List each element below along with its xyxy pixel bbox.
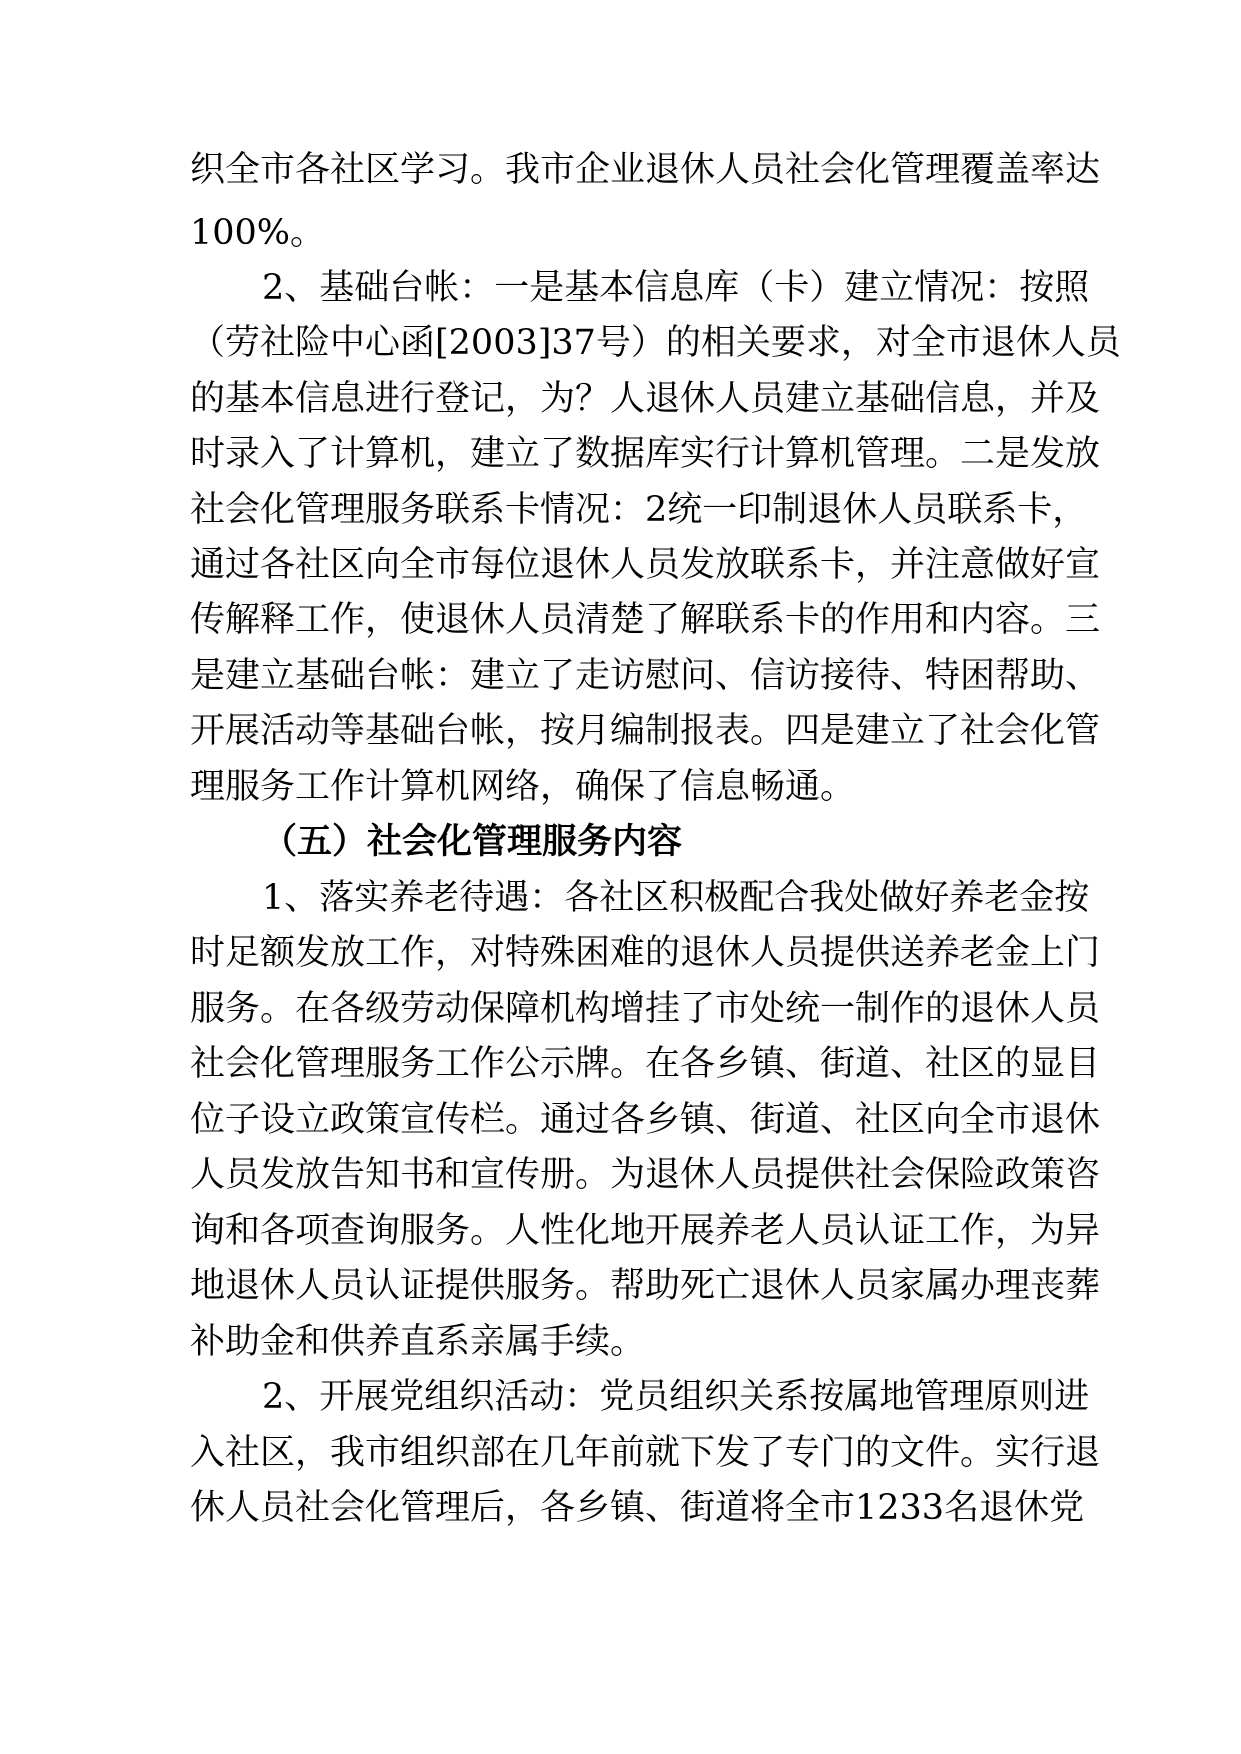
paragraph-line: 服务。在各级劳动保障机构增挂了市处统一制作的退休人员 xyxy=(190,989,1101,1029)
paragraph-line: 通过各社区向全市每位退休人员发放联系卡，并注意做好宣 xyxy=(190,545,1101,585)
paragraph-line: 时录入了计算机，建立了数据库实行计算机管理。二是发放 xyxy=(190,434,1101,474)
paragraph-line: 补助金和供养直系亲属手续。 xyxy=(190,1322,646,1362)
paragraph-line: 位子设立政策宣传栏。通过各乡镇、街道、社区向全市退休 xyxy=(190,1100,1101,1140)
paragraph-line: 社会化管理服务联系卡情况：2统一印制退休人员联系卡， xyxy=(190,490,1088,530)
paragraph-line: 入社区，我市组织部在几年前就下发了专门的文件。实行退 xyxy=(190,1433,1101,1473)
paragraph-line: 人员发放告知书和宣传册。为退休人员提供社会保险政策咨 xyxy=(190,1155,1101,1195)
paragraph-line: 2、开展党组织活动：党员组织关系按属地管理原则进 xyxy=(262,1377,1090,1417)
paragraph-line: 时足额发放工作，对特殊困难的退休人员提供送养老金上门 xyxy=(190,933,1101,973)
paragraph-line: 2、基础台帐：一是基本信息库（卡）建立情况：按照 xyxy=(262,268,1090,308)
paragraph-line: 100%。 xyxy=(190,213,326,253)
paragraph-line: 休人员社会化管理后，各乡镇、街道将全市1233名退休党 xyxy=(190,1488,1085,1528)
section-heading: （五）社会化管理服务内容 xyxy=(262,822,683,862)
paragraph-line: 社会化管理服务工作公示牌。在各乡镇、街道、社区的显目 xyxy=(190,1044,1101,1084)
paragraph-line: 织全市各社区学习。我市企业退休人员社会化管理覆盖率达 xyxy=(190,150,1101,190)
paragraph-line: （劳社险中心函[2003]37号）的相关要求，对全市退休人员 xyxy=(190,323,1121,363)
paragraph-line: 的基本信息进行登记，为？人退休人员建立基础信息，并及 xyxy=(190,379,1101,419)
paragraph-line: 询和各项查询服务。人性化地开展养老人员认证工作，为异 xyxy=(190,1211,1101,1251)
paragraph-line: 开展活动等基础台帐，按月编制报表。四是建立了社会化管 xyxy=(190,711,1101,751)
paragraph-line: 地退休人员认证提供服务。帮助死亡退休人员家属办理丧葬 xyxy=(190,1266,1101,1306)
paragraph-line: 理服务工作计算机网络，确保了信息畅通。 xyxy=(190,767,856,807)
paragraph-line: 传解释工作，使退休人员清楚了解联系卡的作用和内容。三 xyxy=(190,600,1101,640)
paragraph-line: 是建立基础台帐：建立了走访慰问、信访接待、特困帮助、 xyxy=(190,656,1101,696)
paragraph-line: 1、落实养老待遇：各社区积极配合我处做好养老金按 xyxy=(262,878,1090,918)
